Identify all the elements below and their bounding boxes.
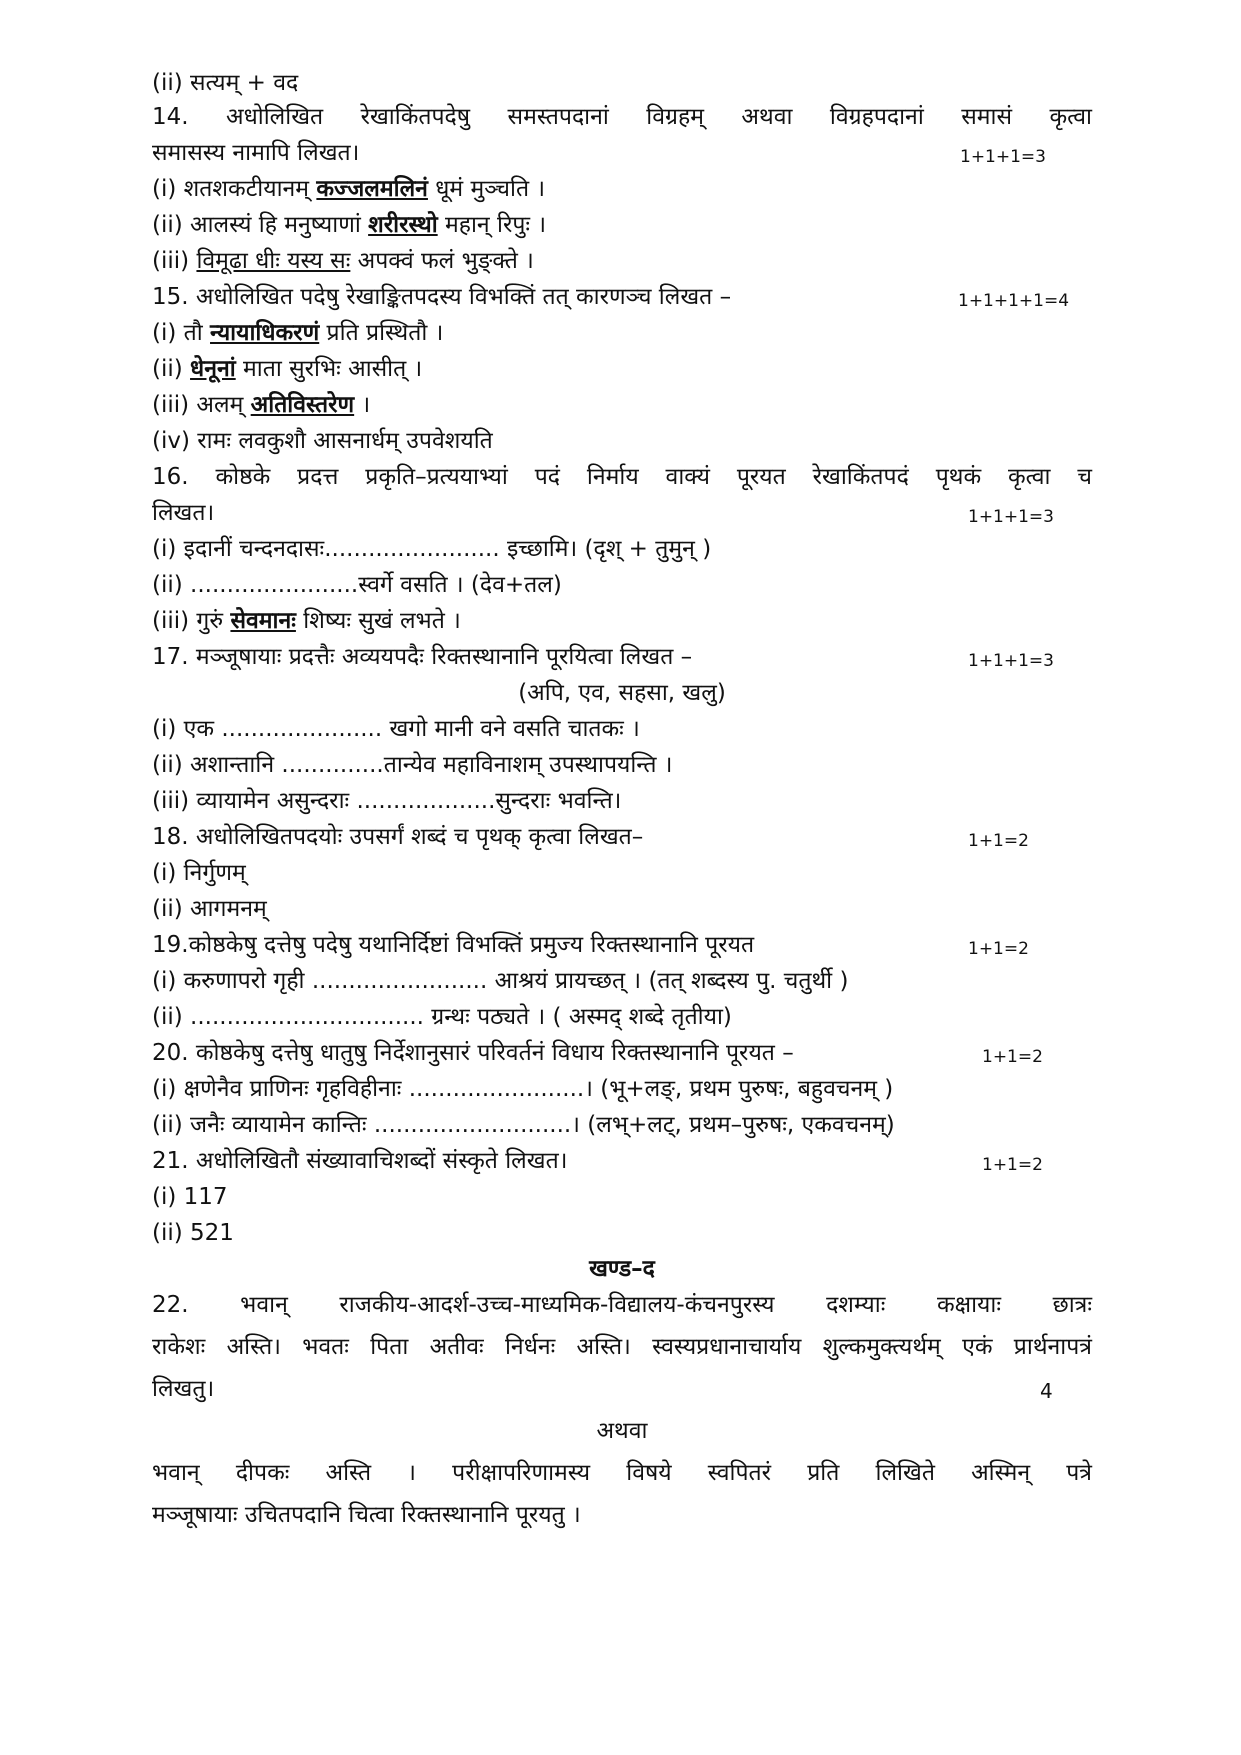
q16-item-2: (ii) .......................स्वर्गे वसति । (देव+तल) [152, 572, 562, 598]
or-separator: अथवा [596, 1418, 648, 1444]
q15-item-3: (iii) अलम् अतिविस्तरेण । [152, 392, 371, 418]
q19-item-2: (ii) ................................ ग्रन्थः पठ्यते । ( अस्मद् शब्दे तृतीया) [152, 1004, 732, 1030]
q14-item-3: (iii) विमूढा धीः यस्य सः अपक्वं फलं भुङ्क्ते । [152, 248, 534, 274]
q21-item-1: (i) 117 [152, 1184, 228, 1210]
underlined-term: विमूढा धीः यस्य सः [196, 248, 351, 274]
q20-text: 20. कोष्ठकेषु दत्तेषु धातुषु निर्देशानुसारं परिवर्तनं विधाय रिक्तस्थानानि पूरयत – [152, 1040, 794, 1066]
underlined-term: कज्जलमलिनं [316, 176, 428, 202]
q15-text: 15. अधोलिखित पदेषु रेखाङ्कितपदस्य विभक्तिं तत् कारणञ्च लिखत – [152, 284, 732, 310]
q18-item-2: (ii) आगमनम् [152, 896, 267, 922]
q16-text-line2: लिखत। [152, 500, 215, 526]
underlined-term: अतिविस्तरेण [250, 392, 355, 418]
q14-item-1: (i) शतशकटीयानम् कज्जलमलिनं धूमं मुञ्चति । [152, 176, 546, 202]
q18-item-1: (i) निर्गुणम् [152, 860, 246, 886]
q21-marks: 1+1=2 [982, 1155, 1043, 1175]
q14-item-2: (ii) आलस्यं हि मनुष्याणां शरीरस्थो महान् रिपुः । [152, 212, 547, 238]
q17-word-box: (अपि, एव, सहसा, खलु) [518, 680, 726, 706]
q17-text: 17. मञ्जूषायाः प्रदत्तैः अव्ययपदैः रिक्तस्थानानि पूरयित्वा लिखत – [152, 644, 693, 670]
q19-text: 19.कोष्ठकेषु दत्तेषु पदेषु यथानिर्दिष्टां विभक्तिं प्रमुज्य रिक्तस्थानानि पूरयत [152, 932, 755, 958]
q21-item-2: (ii) 521 [152, 1220, 234, 1246]
q16-item-1: (i) इदानीं चन्दनदासः........................ इच्छामि। (दृश् + तुमुन् ) [152, 536, 712, 562]
section-heading: खण्ड–द [589, 1256, 655, 1282]
q17-item-1: (i) एक ...................... खगो मानी वने वसति चातकः । [152, 716, 640, 742]
q16-text-line1: 16. कोष्ठके प्रदत्त प्रकृति–प्रत्ययाभ्यां पदं निर्माय वाक्यं पूरयत रेखाकिंतपदं पृथकं कृत्वा च [152, 464, 1092, 490]
q21-text: 21. अधोलिखितौ संख्यावाचिशब्दों संस्कृते लिखत। [152, 1148, 568, 1174]
q17-item-3: (iii) व्यायामेन असुन्दराः ...................सुन्दराः भवन्ति। [152, 788, 622, 814]
q17-item-2: (ii) अशान्तानि ..............तान्येव महाविनाशम् उपस्थापयन्ति । [152, 752, 673, 778]
q20-marks: 1+1=2 [982, 1047, 1043, 1067]
q14-text-line2: समासस्य नामापि लिखत। [152, 140, 360, 166]
q15-item-1: (i) तौ न्यायाधिकरणं प्रति प्रस्थितौ । [152, 320, 444, 346]
underlined-term: शरीरस्थो [368, 212, 438, 238]
q17-marks: 1+1+1=3 [968, 651, 1054, 671]
q22-marks: 4 [1040, 1379, 1053, 1403]
q22-alt-line2: मञ्जूषायाः उचितपदानि चित्वा रिक्तस्थानानि पूरयतु । [152, 1502, 581, 1528]
q18-text: 18. अधोलिखितपदयोः उपसर्गं शब्दं च पृथक् कृत्वा लिखत– [152, 824, 644, 850]
q22-text-line1: 22. भवान् राजकीय-आदर्श-उच्च-माध्यमिक-विद्यालय-कंचनपुरस्य दशम्याः कक्षायाः छात्रः [152, 1292, 1092, 1318]
underlined-term: धेनूनां [190, 356, 236, 382]
q16-marks: 1+1+1=3 [968, 507, 1054, 527]
q22-alt-line1: भवान् दीपकः अस्ति । परीक्षापरिणामस्य विषये स्वपितरं प्रति लिखिते अस्मिन् पत्रे [152, 1460, 1092, 1486]
q19-item-1: (i) करुणापरो गृही ........................ आश्रयं प्रायच्छत् । (तत् शब्दस्य पु. चतुर्थी ) [152, 968, 849, 994]
q15-marks: 1+1+1+1=4 [958, 291, 1070, 311]
q20-item-1: (i) क्षणेनैव प्राणिनः गृहविहीनाः ........................। (भू+लङ्, प्रथम पुरुषः, बहुवचनम् ) [152, 1076, 894, 1102]
q14-marks: 1+1+1=3 [960, 147, 1046, 167]
underlined-term: सेवमानः [230, 608, 296, 634]
q22-text-line2: राकेशः अस्ति। भवतः पिता अतीवः निर्धनः अस्ति। स्वस्यप्रधानाचार्याय शुल्कमुक्त्यर्थम् एकं प्रार्थनापत्रं [152, 1334, 1092, 1360]
q15-item-2: (ii) धेनूनां माता सुरभिः आसीत् । [152, 356, 423, 382]
q18-marks: 1+1=2 [968, 831, 1029, 851]
q15-item-4: (iv) रामः लवकुशौ आसनार्धम् उपवेशयति [152, 428, 493, 454]
underlined-term: न्यायाधिकरणं [210, 320, 320, 346]
q22-text-line3: लिखतु। [152, 1376, 215, 1402]
q19-marks: 1+1=2 [968, 939, 1029, 959]
q16-item-3: (iii) गुरुं सेवमानः शिष्यः सुखं लभते । [152, 608, 461, 634]
q20-item-2: (ii) जनैः व्यायामेन कान्तिः ...........................। (लभ्+लट्, प्रथम–पुरुषः, एकवचनम्) [152, 1112, 895, 1138]
q13-item-ii: (ii) सत्यम् + वद [152, 70, 299, 96]
q14-text-line1: 14. अधोलिखित रेखाकिंतपदेषु समस्तपदानां विग्रहम् अथवा विग्रहपदानां समासं कृत्वा [152, 104, 1092, 130]
